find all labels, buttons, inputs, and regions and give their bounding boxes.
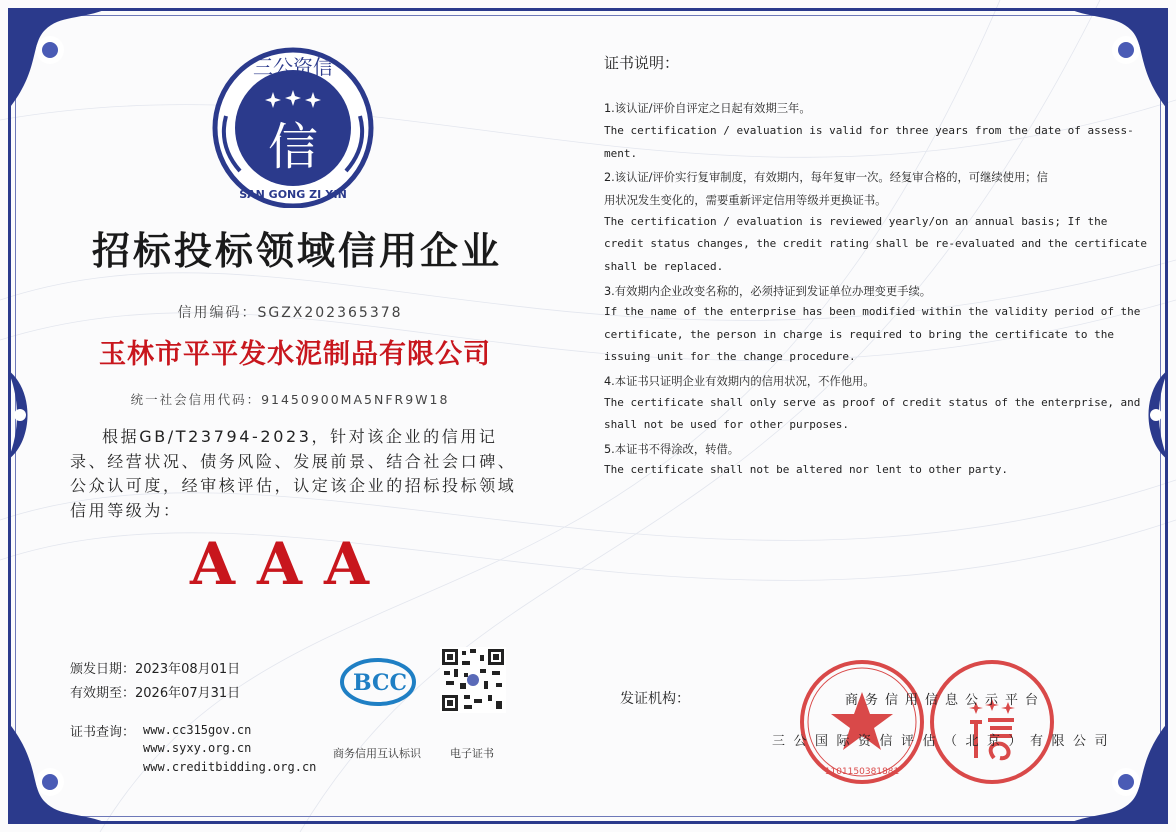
bcc-caption: 商务信用互认标识 — [333, 747, 421, 760]
notes-line: The certification / evaluation is reviewed yearly/on an annual basis; If the — [604, 215, 1108, 228]
stamp-right — [932, 662, 1052, 782]
valid-until: 有效期至：2026年07月31日 — [70, 686, 241, 701]
corner-ornament-icon — [0, 0, 120, 120]
company-name: 玉林市平平发水泥制品有限公司 — [99, 339, 491, 370]
corner-ornament-icon — [1056, 0, 1176, 120]
side-ornament-icon — [4, 370, 38, 460]
notes-line: 4.本证书只证明企业有效期内的信用状况，不作他用。 — [604, 375, 875, 388]
stamp-left — [802, 662, 922, 782]
sangong-zixin-logo — [208, 46, 378, 208]
notes-line: The certificate shall not be altered nor lent to other party. — [604, 463, 1008, 476]
notes-line: 5.本证书不得涂改，转借。 — [604, 443, 740, 456]
unified-social-credit-code: 统一社会信用代码：91450900MA5NFR9W18 — [130, 392, 450, 407]
notes-line: shall not be used for other purposes. — [604, 418, 850, 431]
query-url[interactable]: www.syxy.org.cn — [143, 741, 252, 755]
credit-grade: AAA — [190, 530, 392, 598]
issuer-platform: 商务信用信息公示平台 — [845, 693, 1046, 708]
notes-line: 1.该认证/评价自评定之日起有效期三年。 — [604, 102, 811, 115]
certification-statement: 根据GB/T23794-2023，针对该企业的信用记录、经营状况、债务风险、发展前景、结合社会口碑、公众认可度，经审核评估，认定该企业的招标投标领域信用等级为： — [70, 427, 517, 520]
query-url[interactable]: www.cc315gov.cn — [143, 723, 252, 737]
qr-caption: 电子证书 — [450, 747, 494, 760]
svg-text:BCC: BCC — [352, 670, 408, 696]
notes-line: 3.有效期内企业改变名称的，必须持证到发证单位办理变更手续。 — [604, 285, 932, 298]
certificate-title: 招标投标领域信用企业 — [91, 228, 502, 273]
notes-line: certificate, the person in charge is required to bring the certificate to the — [604, 328, 1114, 341]
issuer-label: 发证机构： — [620, 691, 690, 707]
logo-glyph: 信 — [268, 118, 318, 176]
logo-bottom-text: SAN GONG ZI XIN — [239, 188, 347, 201]
official-stamps — [798, 650, 1058, 790]
query-label: 证书查询： — [70, 725, 136, 740]
issuer-company: 三公国际资信评估（北京）有限公司 — [772, 734, 1117, 749]
qr-code[interactable] — [440, 647, 506, 713]
notes-line: issuing unit for the change procedure. — [604, 350, 856, 363]
credit-number: 信用编码：SGZX202365378 — [177, 305, 403, 321]
notes-line: If the name of the enterprise has been modified within the validity period of the — [604, 305, 1141, 318]
notes-line: The certificate shall only serve as proof of credit status of the enterprise, and — [604, 396, 1141, 409]
notes-line: credit status changes, the credit rating shall be re-evaluated and the certificate — [604, 237, 1148, 250]
notes-line: 用状况发生变化的，需要重新评定信用等级并更换证书。 — [604, 194, 887, 207]
query-url[interactable]: www.creditbidding.org.cn — [143, 760, 317, 774]
side-ornament-icon — [1138, 370, 1172, 460]
notes-line: The certification / evaluation is valid for three years from the date of assess- — [604, 124, 1134, 137]
bcc-logo — [340, 652, 420, 708]
notes-line: 2.该认证/评价实行复审制度，有效期内，每年复审一次。经复审合格的，可继续使用；信 — [604, 171, 1048, 184]
notes-heading: 证书说明： — [604, 54, 680, 72]
notes-line: shall be replaced. — [604, 260, 724, 273]
logo-top-text: 三公资信 — [253, 55, 333, 79]
notes-line: ment. — [604, 147, 638, 160]
issue-date: 颁发日期：2023年08月01日 — [70, 662, 241, 677]
stamp-left-number: 1101150381881 — [824, 767, 900, 777]
